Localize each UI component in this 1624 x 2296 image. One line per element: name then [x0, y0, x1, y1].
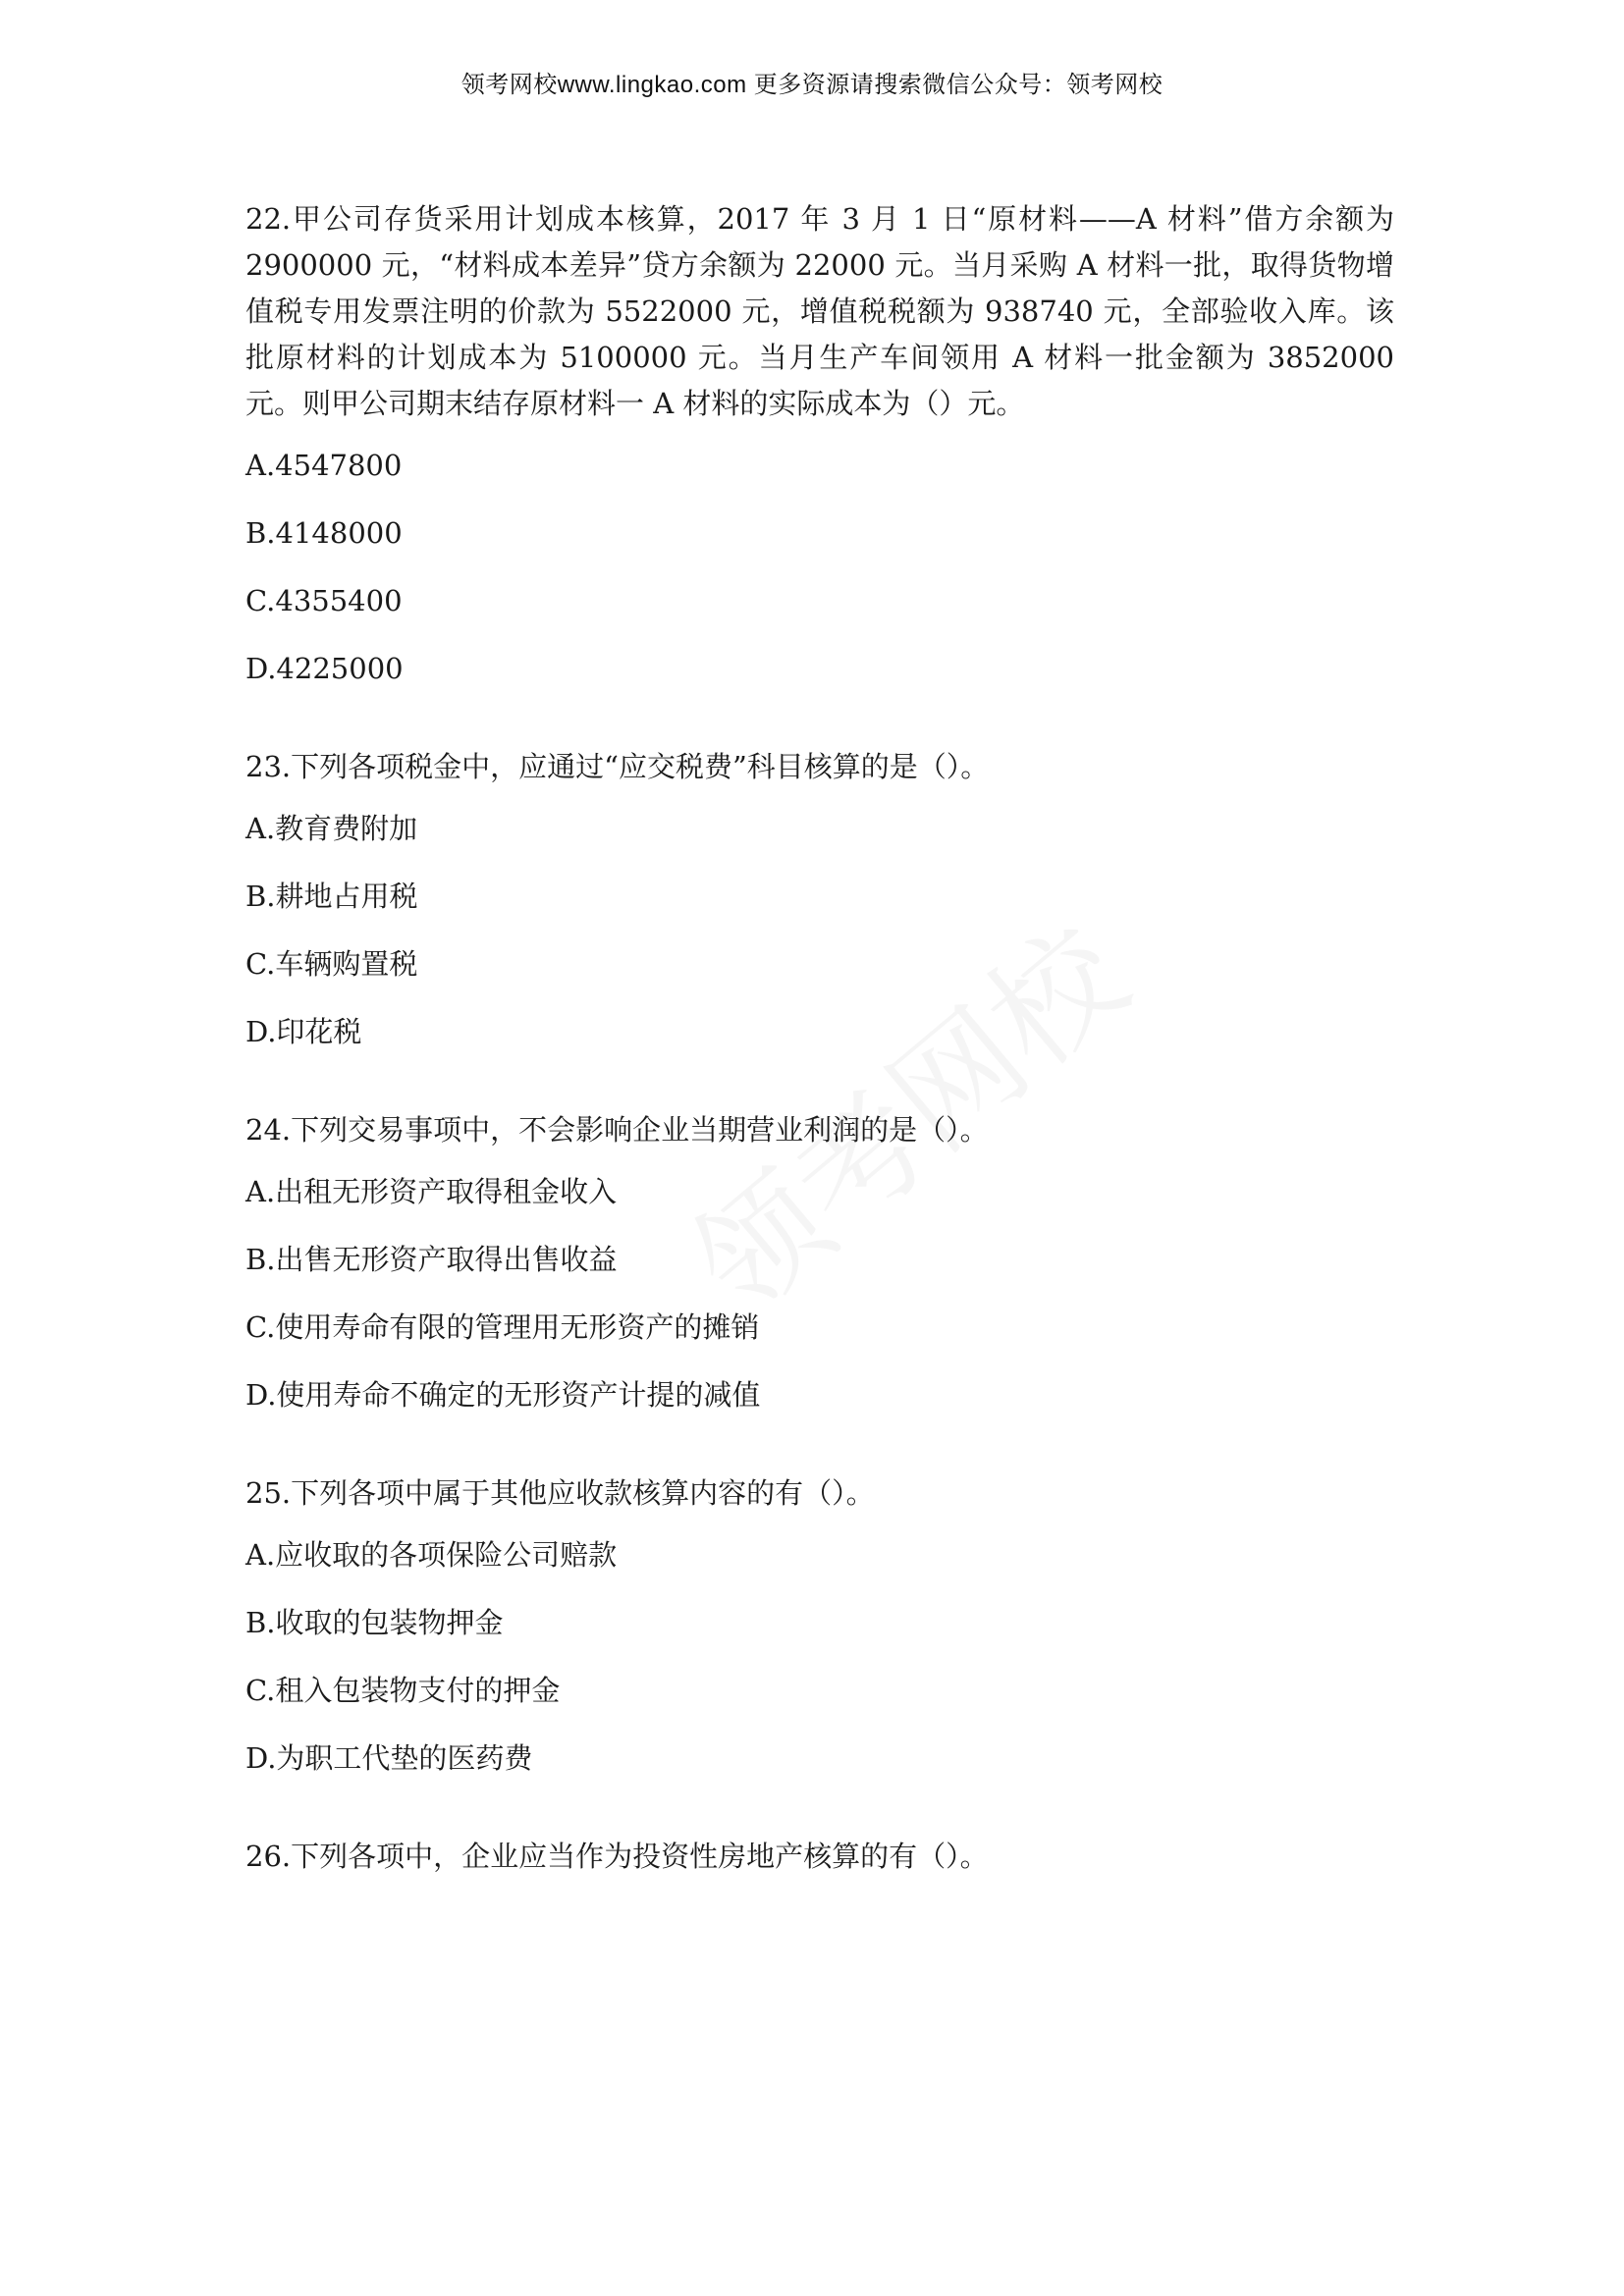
option-a: A.4547800 — [245, 449, 403, 482]
question-26 — [245, 1834, 1394, 1880]
page-header: 领考网校www.lingkao.com 更多资源请搜索微信公众号：领考网校 — [460, 72, 1164, 98]
question-stem: 25.下列各项中属于其他应收款核算内容的有（）。 — [245, 1476, 875, 1510]
option-a: A.应收取的各项保险公司赔款 — [245, 1538, 618, 1572]
document-body — [245, 196, 1394, 1937]
option-a: A.教育费附加 — [245, 812, 418, 845]
question-22 — [245, 196, 1394, 687]
question-25 — [245, 1470, 1394, 1777]
question-24 — [245, 1107, 1394, 1414]
option-b: B.收取的包装物押金 — [245, 1606, 504, 1639]
question-stem: 26.下列各项中，企业应当作为投资性房地产核算的有（）。 — [245, 1840, 989, 1873]
option-b: B.出售无形资产取得出售收益 — [245, 1243, 618, 1276]
question-stem: 24.下列交易事项中，不会影响企业当期营业利润的是（）。 — [245, 1113, 989, 1147]
option-b: B.4148000 — [245, 516, 403, 550]
option-c: C.使用寿命有限的管理用无形资产的摊销 — [245, 1310, 760, 1344]
option-b: B.耕地占用税 — [245, 880, 418, 913]
option-c: C.租入包装物支付的押金 — [245, 1674, 561, 1707]
question-stem: 22.甲公司存货采用计划成本核算，2017 年 3 月 1 日“原材料——A 材料”借方余额为 2900000 元，“材料成本差异”贷方余额为 22000 元。当月采购 A 材料一批，取得货物增值税专用发票注明的价款为 5522000 元，增值税税额为 938740 元，全部验收入库。该批原材料的计划成本为 5100000 元。当月生产车间领用 A 材料一批金额为 3852000 元。则甲公司期末结存原材料一 A 材料的实际成本为（）元。 — [245, 202, 1394, 420]
option-d: D.为职工代垫的医药费 — [245, 1741, 533, 1775]
question-23 — [245, 744, 1394, 1050]
question-stem: 23.下列各项税金中，应通过“应交税费”科目核算的是（）。 — [245, 750, 990, 783]
option-d: D.印花税 — [245, 1015, 362, 1048]
option-a: A.出租无形资产取得租金收入 — [245, 1175, 618, 1208]
option-d: D.使用寿命不确定的无形资产计提的减值 — [245, 1378, 761, 1412]
option-d: D.4225000 — [245, 652, 404, 685]
option-c: C.4355400 — [245, 584, 403, 617]
option-c: C.车辆购置税 — [245, 947, 418, 981]
